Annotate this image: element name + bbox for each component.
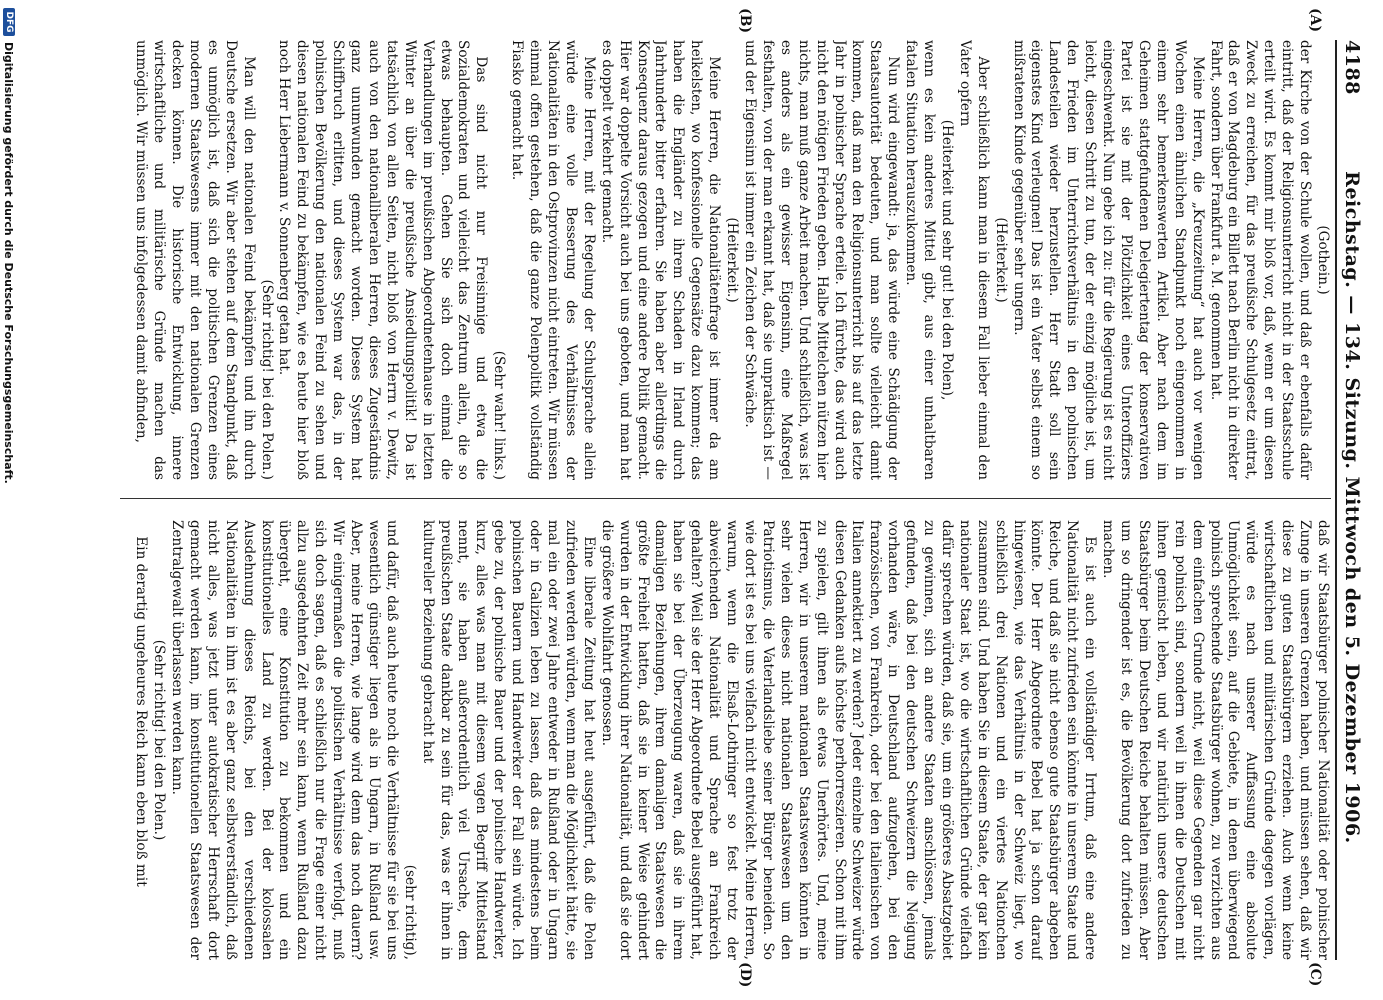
interjection: (Sehr richtig! bei den Polen.) — [258, 279, 275, 480]
paragraph: Meine Herren, mit der Regelung der Schulsprache allein würde eine volle Besserung des Verhältnisses der Nationalitäten in den Ostprovinzen nicht eintreten. Wir müssen einmal offen gestehen, daß die ganze Polenpolitik vollständig Fiasko gemacht hat. — [509, 40, 597, 480]
paragraph: Eine liberale Zeitung hat heut ausgeführt, daß die Polen zufrieden werden würden, wenn man die Möglichkeit hätte, sie mal ein oder zwei Jahre entweder in Rußland oder in Ungarn oder in Galizien leben zu lassen, daß das mindestens beim polnischen Bauern und Handwerker der Fall sein würde. Ich gebe zu, der polnische Bauer und der polnische Handwerker, kurz, alles was man mit diesem vagen Begriff Mittelstand nennt, sie haben außerordentlich viel Ursache, dem preußischen Staate dankbar zu sein für das, was er ihnen in kultureller Beziehung gebracht hat — [419, 520, 597, 960]
margin-marker-c: (C) — [1307, 962, 1323, 987]
paragraph: Man will den nationalen Feind bekämpfen und ihn durch Deutsche ersetzen. Wir aber stehen auf dem Standpunkt, daß es unmöglich ist, daß sich die politischen Grenzen eines modernen Staatswesens immer mit den nationalen Grenzen decken können. Die historische Entwicklung, innere wirtschaftliche und militärische Gründe machen das unmöglich. Wir müssen uns infolgedessen damit abfinden, — [133, 40, 257, 480]
paragraph: Meine Herren, die Nationalitätenfrage ist immer da am heikelsten, wo konfessionelle Gegensätze dazu kommen; das haben die Engländer zu ihrem Schaden in Irland durch Jahrhunderte bitter erfahren. Sie haben aber allerdings die Konsequenz daraus gezogen und eine andere Politik gemacht. Hier war doppelte Vorsicht auch bei uns geboten, und man hat es doppelt verkehrt gemacht. — [598, 40, 723, 480]
page-number: 4188 — [1341, 40, 1363, 95]
interjection: (Sehr wahr! links.) — [491, 350, 508, 480]
page-header — [1341, 40, 1365, 960]
left-column — [120, 40, 1331, 480]
paragraph: daß wir Staatsbürger polnischer Nationalität oder polnischer Zunge in unseren Grenzen haben, und müssen sehen, daß wir diese zu guten Staatsbürgern erziehen. Auch wenn keine wirtschaftlichen und militärischen Gründe dagegen vorlägen, würde es nach unserer Auffassung eine absolute Unmöglichkeit sein, auf die Gebiete, in denen überwiegend polnisch sprechende Staatsbürger wohnen, zu verzichten aus dem einfachen Grunde nicht, weil diese Gegenden gar nicht rein polnisch sind, sondern weil in ihnen die Deutschen mit ihnen gemischt leben, und wir natürlich unsere deutschen Staatsbürger beim Deutschen Reiche behalten müssen. Aber um so dringender ist es, die Bevölkerung dort zufrieden zu machen. — [1100, 520, 1331, 960]
dfg-logo-icon: DFG — [3, 8, 15, 36]
speaker-name: (Gothein.) — [1315, 225, 1331, 295]
interjection: (Heiterkeit und sehr gut! bei den Polen), — [938, 119, 955, 401]
interjection: (Heiterkeit.) — [992, 217, 1009, 303]
footer — [0, 0, 18, 1000]
interjection: (sehr richtig), — [401, 864, 418, 960]
paragraph: Ein derartig ungeheures Reich kann eben bloß mit — [133, 536, 150, 887]
margin-marker-b: (B) — [737, 8, 753, 34]
paragraph: Aber schließlich kann man in diesem Fall lieber einmal den Vater opfern — [956, 40, 991, 480]
interjection: (Sehr richtig! bei den Polen.) — [151, 639, 168, 841]
paragraph: der Kirche von der Schule wollen, und daß er ebenfalls dafür eintritt, daß der Religionsunterricht nicht in der Staatsschule erteilt wird. Es kommt mir bloß vor, daß, wenn er um diesen Zweck zu erreichen, für das preußische Schulgesetz eintrat, daß er von Magdeburg ein Billett nach Berlin nicht in direkter Fahrt, sondern über Frankfurt a. M. genommen hat. — [1207, 40, 1314, 480]
page-title: Reichstag. — 134. Sitzung. Mittwoch den 5. Dezember 1906. — [1341, 171, 1363, 844]
interjection: (Heiterkeit.) — [724, 217, 741, 303]
paragraph: Nun wird eingewandt: ja, das würde eine Schädigung der Staatsautorität bedeuten, und man sollte vielleicht damit kommen, daß man den Religionsunterricht bis auf das letzte Jahr in polnischer Sprache erteile. Ich fürchte, das wird auch nicht den nötigen Frieden geben. Halbe Mittelchen nützen hier nichts, man muß ganze Arbeit machen. Und schließlich, was ist es anders als ein gewisser Eigensinn, eine Maßregel festhalten, von der man erkannt hat, daß sie unpraktisch ist — und der Eigensinn ist immer ein Zeichen der Schwäche. — [742, 40, 902, 480]
paragraph: und dafür, daß auch heute noch die Verhältnisse für sie bei uns wesentlich günstiger liegen als in Ungarn, in Rußland usw. Aber, meine Herren, wie lange wird denn das noch dauern? Wir einigermaßen die politischen Verhältnisse verfolgt, muß sich doch sagen, daß es schließlich nur die Frage einer nicht allzu ausgedehnten Zeit mehr sein kann, wenn Rußland dazu übergeht, eine Konstitution zu bekommen und ein konstitutionelles Land zu werden. Bei der kolossalen Ausdehnung dieses Reichs, bei den verschiedenen Nationalitäten in ihm ist es aber ganz selbstverständlich, daß nicht alles, was jetzt unter autokratischer Herrschaft dort gemacht werden kann, im konstitutionellen Staatswesen der Zentralgewalt überlassen werden kann. — [169, 520, 400, 960]
paragraph: Das sind nicht nur Freisinnige und etwa die Sozialdemokraten und vielleicht das Zentrum allein, die so etwas behaupten. Gehen Sie sich doch einmal die Verhandlungen im preußischen Abgeordnetenhause in letzten Winter an über die preußische Ansiedlungspolitik! Da ist tatsächlich von allen Seiten, nicht bloß von Herrn v. Dewitz, auch von den nationalliberalen Herren, dieses Zugeständnis ganz unumwunden gemacht worden. Dieses System hat Schiffbruch erlitten, und dieses System war das, in der polnischen Bevölkerung den nationalen Feind zu sehen und diesen nationalen Feind zu bekämpfen, wie es heute hier bloß noch Herr Liebermann v. Sonnenberg getan hat. — [276, 40, 490, 480]
header-rule — [1335, 40, 1337, 960]
paragraph: wenn es kein anderes Mittel gibt, aus einer unhaltbaren fatalen Situation herauszukommen. — [903, 40, 938, 480]
funding-credit: Digitalisierung gefördert durch die Deutsche Forschungsgemeinschaft. — [2, 42, 16, 484]
paragraph: Meine Herren, die „Kreuzzeitung“ hat auch vor wenigen Wochen einen ähnlichen Standpunkt noch eingenommen in einem sehr bemerkenswerten Artikel. Aber nach dem im Geheimen stattgefundenen Delegiertentag der konservativen Partei ist sie mit der Plötzlichkeit eines Unteroffiziers eingeschwenkt. Nun gebe ich zu: für die Regierung ist es nicht leicht, diesen Schritt zu tun, der der einzig mögliche ist, um den Frieden im Unterrichtsverhältnis in den polnischen Landesteilen wieder herzustellen. Herr Stadt soll sein eigenstes Kind verleugnen! Das ist ein Vater selbst einem so mißratenen Kinde gegenüber sehr ungern. — [1010, 40, 1206, 480]
margin-marker-d: (D) — [737, 962, 753, 988]
paragraph: Es ist auch ein vollständiger Irrtum, daß eine andere Nationalität nicht zufrieden sein könnte in unserem Staate und Reiche, und daß sie nicht ebenso gute Staatsbürger abgeben könnte. Der Herr Abgeordnete Bebel hat ja schon darauf hingewiesen, wie das Verhältnis in der Schweiz liegt, wo schließlich drei Nationen und ein viertes Nationchen zusammen sind. Und haben Sie in diesem Staate, der gar kein nationaler Staat ist, wo die wirtschaftlichen Gründe vielfach dafür sprechen würden, daß sie, um ein größeres Absatzgebiet zu gewinnen, sich an andere Staaten anschlössen, jemals gefunden, daß bei den deutschen Schweizern die Neigung vorhanden wäre, in Deutschland aufzugehen, bei den französischen, von Frankreich, oder bei den italienischen von Italien annektiert zu werden? Jeder einzelne Schweizer würde diesen Gedanken aufs höchste perhorreszieren. Schon mit ihm zu spielen, gilt ihnen als etwas Unerhörtes. Und, meine Herren, wir in unserem nationalen Staatswesen könnten in sehr vielen dieses nicht nationalen Staatswesen um den Patriotismus, die Vaterlandsliebe seiner Bürger beneiden. So wie dort ist es bei uns vielfach nicht entwickelt. Meine Herren, warum, wenn die Elsaß-Lothringer so fest trotz der abweichenden Nationalität und Sprache an Frankreich gehalten? Weil sie der Herr Abgeordnete Bebel ausgeführt hat, haben sie bei der Überzeugung waren, daß sie in ihrem damaligen Beziehungen, ihrem damaligen Staatswesen die größte Freiheit hatten, daß sie in keiner Weise gehindert wurden in der Entwicklung ihrer Nationalität, und daß sie dort die größere Wohlfahrt genossen. — [598, 520, 1099, 960]
margin-marker-a: (A) — [1307, 8, 1323, 33]
column-divider — [120, 498, 1331, 499]
right-column — [120, 520, 1331, 960]
